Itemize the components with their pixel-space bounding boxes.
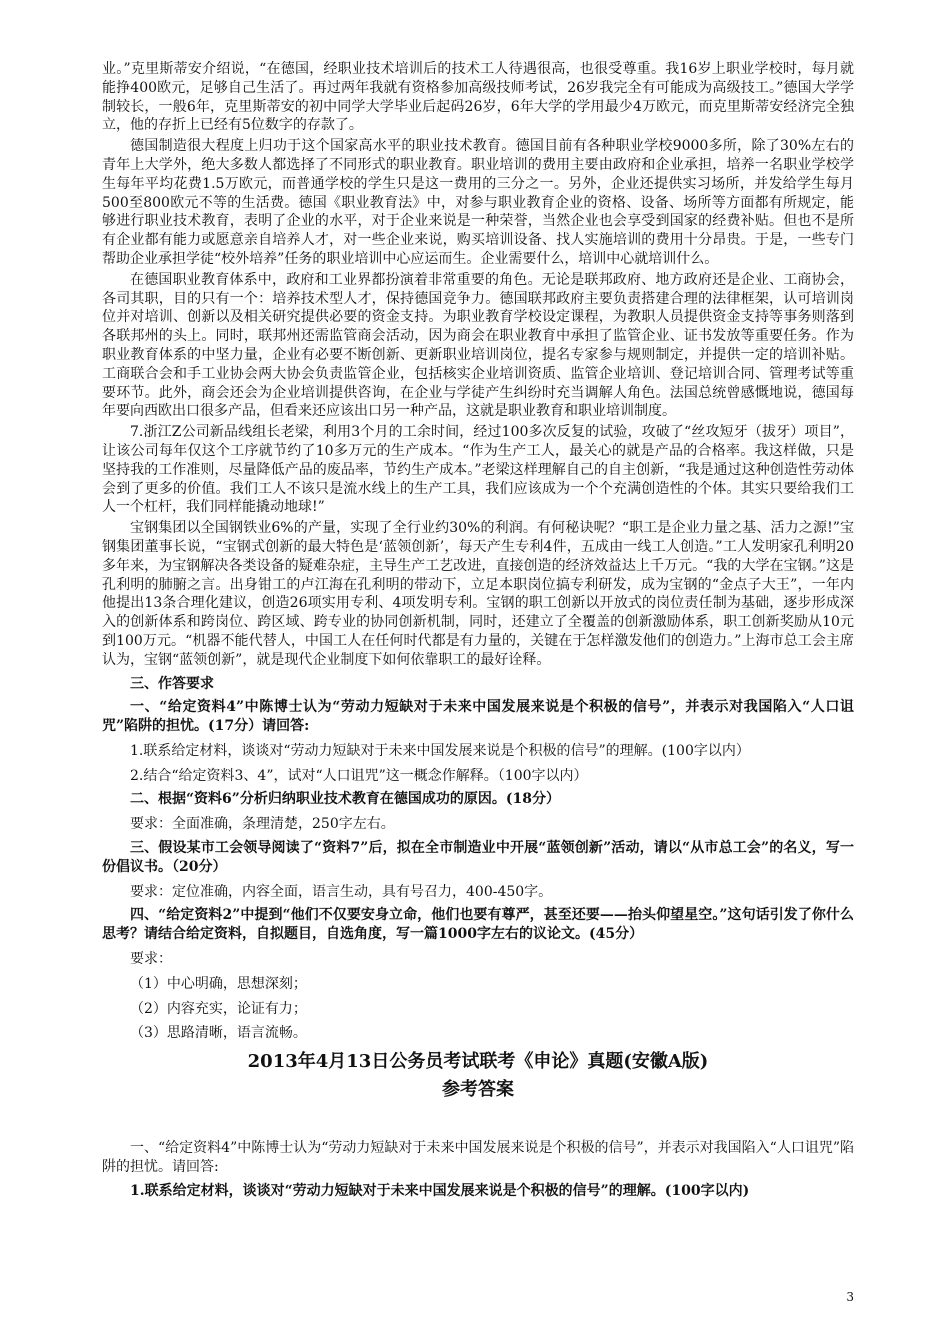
question-4-requirement-item: （2）内容充实，论证有力；: [130, 1000, 307, 1017]
paragraph-vocational-system: 在德国职业教育体系中，政府和工业界都扮演着非常重要的角色。无论是联邦政府、地方政府还是企业、工商协会，各司其职，目的只有一个：培养技术型人才，保持德国竞争力。德国联邦政府主要负责搭建合理的法律框架，认可培训岗位并对培训、创新以及相关研究提供必要的资金支持。为职业教育学校设定课程，为教职人员提供资金支持等事务则落到各联邦州的头上。同时，联邦州还需监管商会活动，因为商会在职业教育中承担了监管企业、证书发放等重要任务。作为职业教育体系的中坚力量，企业有必要不断创新、更新职业培训岗位，提名专家参与规则制定，并提供一定的培训补贴。工商联合会和手工业协会两大协会负责监管企业，包括核实企业培训资质、监管企业培训、登记培训合同、管理考试等重要环节。此外，商会还会为企业培训提供咨询，在企业与学徒产生纠纷时充当调解人角色。法国总统曾感慨地说，德国每年要向西欧出口很多产品，但看来还应该出口另一种产品，这就是职业教育和职业培训制度。: [102, 271, 854, 420]
question-3: 三、假设某市工会领导阅读了“资料7”后，拟在全市制造业中开展“蓝领创新”活动，请以“从市总工会”的名义，写一份倡议书。（20分）: [102, 840, 854, 875]
question-2: 二、根据“资料6”分析归纳职业技术教育在德国成功的原因。(18分）: [130, 791, 560, 808]
answer-question-1-sub-1: 1.联系给定材料，谈谈对“劳动力短缺对于未来中国发展来说是个积极的信号”的理解。(100字以内): [130, 1182, 750, 1199]
question-4-requirement-label: 要求：: [130, 951, 172, 968]
question-4: 四、“给定资料2”中提到“他们不仅要安身立命，他们也要有尊严，甚至还要——抬头仰望星空。”这句话引发了你什么思考？请结合给定资料，自拟题目，自选角度，写一篇1000字左右的议论文。(45分）: [102, 907, 854, 943]
document-page: [102, 60, 854, 1201]
page-number: 3: [846, 1290, 854, 1304]
question-1-sub-1: 1.联系给定材料，谈谈对“劳动力短缺对于未来中国发展来说是个积极的信号”的理解。(100字以内）: [130, 742, 750, 759]
question-4-requirement-item: （3）思路清晰，语言流畅。: [130, 1025, 307, 1042]
question-1-sub-2: 2.结合“给定资料3、4”，试对“人口诅咒”这一概念作解释。（100字以内）: [130, 767, 588, 784]
answer-question-1: 一、“给定资料4”中陈博士认为“劳动力短缺对于未来中国发展来说是个积极的信号”，并表示对我国陷入“人口诅咒”陷阱的担忧。请回答:: [102, 1140, 854, 1176]
section-heading-requirements: 三、作答要求: [130, 675, 214, 692]
answer-subtitle: 参考答案: [442, 1079, 514, 1101]
paragraph-material-7: 7.浙江Z公司新品线组长老梁，利用3个月的工余时间，经过100多次反复的试验，攻破了“丝攻短牙（拔牙）项目”，让该公司每年仅这个工序就节约了10多万元的生产成本。“作为生产工人，最关心的就是产品的合格率。我这样做，只是坚持我的工作准则，尽量降低产品的废品率，节约生产成本。”老梁这样理解自己的自主创新，“我是通过这种创造性劳动体会到了更多的价值。我们工人不该只是流水线上的生产工具，我们应该成为一个个充满创造性的个体。其实只要给我们工人一个杠杆，我们同样能撬动地球!”: [102, 424, 854, 516]
answer-title: 2013年4月13日公务员考试联考《申论》真题(安徽A版): [247, 1051, 709, 1073]
question-1: 一、“给定资料4”中陈博士认为“劳动力短缺对于未来中国发展来说是个积极的信号”，并表示对我国陷入“人口诅咒”陷阱的担忧。(17分）请回答:: [102, 699, 854, 735]
question-4-requirement-item: （1）中心明确，思想深刻；: [130, 975, 307, 992]
question-3-requirement: 要求：定位准确，内容全面，语言生动，具有号召力，400-450字。: [130, 883, 553, 900]
question-2-requirement: 要求：全面准确，条理清楚，250字左右。: [130, 816, 395, 833]
paragraph-baosteel: 宝钢集团以全国钢铁业6%的产量，实现了全行业约30%的利润。有何秘诀呢？“职工是企业力量之基、活力之源!”宝钢集团董事长说，“宝钢式创新的最大特色是‘蓝领创新’，每天产生专利4件，五成由一线工人创造。”工人发明家孔利明20多年来，为宝钢解决各类设备的疑难杂症，主导生产工艺改进，直接创造的经济效益达上千万元。“我的大学在宝钢。”这是孔利明的肺腑之言。出身钳工的卢江海在孔利明的带动下，立足本职岗位搞专利研发，成为宝钢的“金点子大王”，一年内他提出13条合理化建议，创造26项实用专利、4项发明专利。宝钢的职工创新以开放式的岗位责任制为基础，逐步形成深入的创新体系和跨岗位、跨区域、跨专业的协同创新机制，同时，还建立了全覆盖的创新激励体系，职工创新奖励从10元到100万元。“机器不能代替人，中国工人在任何时代都是有力量的，关键在于怎样激发他们的创造力。”上海市总工会主席认为，宝钢“蓝领创新”，就是现代企业制度下如何依靠职工的最好诠释。: [102, 520, 854, 668]
paragraph-christian: 业。”克里斯蒂安介绍说，“在德国，经职业技术培训后的技术工人待遇很高，也很受尊重。我16岁上职业学校时，每月就能挣400欧元，足够自己生活了。再过两年我就有资格参加高级技师考试，26岁我完全有可能成为高级技工。”德国大学学制较长，一般6年，克里斯蒂安的初中同学大学毕业后起码26岁，6年大学的学用最少4万欧元，而克里斯蒂安经济完全独立，他的存折上已经有5位数字的存款了。: [102, 61, 854, 134]
paragraph-german-manufacturing: 德国制造很大程度上归功于这个国家高水平的职业技术教育。德国目前有各种职业学校9000多所，除了30%左右的青年上大学外，绝大多数人都选择了不同形式的职业教育。职业培训的费用主要由政府和企业承担，培养一名职业学校学生每年平均花费1.5万欧元，而普通学校的学生只是这一费用的三分之一。另外，企业还提供实习场所，并发给学生每月500至800欧元不等的生活费。德国《职业教育法》中，对参与职业教育企业的资格、设备、场所等方面都有所规定，能够进行职业技术教育，表明了企业的水平，对于企业来说是一种荣誉，当然企业也会享受到国家的经费补贴。但也不是所有企业都有能力或愿意亲自培养人才，对一些企业来说，购买培训设备、找人实施培训的费用十分昂贵。于是，一些专门帮助企业承担学徒“校外培养”任务的职业培训中心应运而生。企业需要什么，培训中心就培训什么。: [102, 138, 854, 267]
